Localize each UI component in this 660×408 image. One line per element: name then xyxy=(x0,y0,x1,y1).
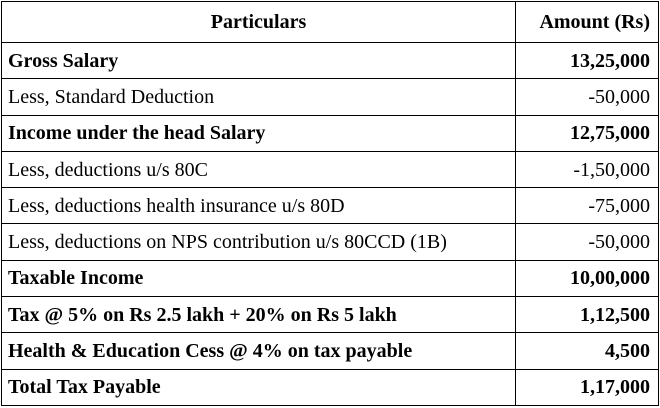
row-amount: 1,12,500 xyxy=(516,297,659,333)
table-row-standard-deduction xyxy=(2,79,659,115)
tax-computation-table-wrapper xyxy=(1,1,658,406)
row-label: Less, deductions health insurance u/s 80D xyxy=(2,188,516,224)
row-label: Less, deductions u/s 80C xyxy=(2,151,516,187)
tax-computation-table xyxy=(1,1,659,406)
row-amount: 13,25,000 xyxy=(516,43,659,79)
table-row-income-under-salary xyxy=(2,115,659,151)
row-label: Less, Standard Deduction xyxy=(2,79,516,115)
row-amount: -1,50,000 xyxy=(516,151,659,187)
table-body xyxy=(2,43,659,406)
table-row-tax xyxy=(2,297,659,333)
row-amount: 1,17,000 xyxy=(516,369,659,405)
row-label: Health & Education Cess @ 4% on tax payable xyxy=(2,333,516,369)
particulars-header: Particulars xyxy=(2,2,516,43)
row-label: Taxable Income xyxy=(2,260,516,296)
table-row-total-tax xyxy=(2,369,659,405)
row-amount: -50,000 xyxy=(516,224,659,260)
header-row xyxy=(2,2,659,43)
amount-header: Amount (Rs) xyxy=(516,2,659,43)
table-row-gross-salary xyxy=(2,43,659,79)
row-label: Less, deductions on NPS contribution u/s 80CCD (1B) xyxy=(2,224,516,260)
row-amount: -75,000 xyxy=(516,188,659,224)
table-row-80c xyxy=(2,151,659,187)
table-row-80ccd xyxy=(2,224,659,260)
row-label: Gross Salary xyxy=(2,43,516,79)
row-label: Total Tax Payable xyxy=(2,369,516,405)
table-row-taxable-income xyxy=(2,260,659,296)
table-header xyxy=(2,2,659,43)
row-amount: 4,500 xyxy=(516,333,659,369)
table-row-80d xyxy=(2,188,659,224)
row-label: Income under the head Salary xyxy=(2,115,516,151)
row-amount: -50,000 xyxy=(516,79,659,115)
row-label: Tax @ 5% on Rs 2.5 lakh + 20% on Rs 5 lakh xyxy=(2,297,516,333)
row-amount: 10,00,000 xyxy=(516,260,659,296)
table-row-cess xyxy=(2,333,659,369)
row-amount: 12,75,000 xyxy=(516,115,659,151)
